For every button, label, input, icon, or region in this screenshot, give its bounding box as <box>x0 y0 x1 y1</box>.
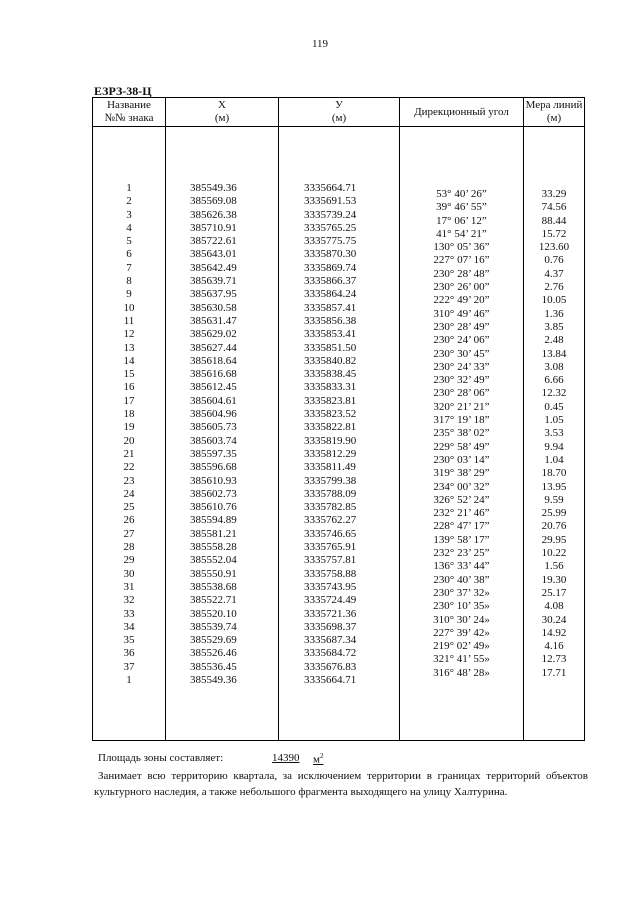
x-coordinate: 385539.74 <box>190 620 237 633</box>
point-name: 5 <box>126 235 132 248</box>
x-coordinates-list <box>166 127 278 687</box>
point-name: 30 <box>123 567 135 580</box>
x-coordinate: 385522.71 <box>190 594 237 607</box>
x-coordinate: 385643.01 <box>190 248 237 261</box>
point-name: 25 <box>123 501 135 514</box>
point-name: 10 <box>123 301 135 314</box>
direction-angle: 316° 48’ 28» <box>433 666 490 679</box>
y-coordinate: 3335838.45 <box>304 368 357 381</box>
y-coordinate: 3335812.29 <box>304 447 357 460</box>
y-coordinate: 3335866.37 <box>304 275 357 288</box>
y-coordinate: 3335857.41 <box>304 301 357 314</box>
y-coordinate: 3335823.52 <box>304 408 357 421</box>
point-names-list <box>93 127 165 687</box>
y-coordinate: 3335684.72 <box>304 647 357 660</box>
point-name: 15 <box>123 368 135 381</box>
point-name: 13 <box>123 341 135 354</box>
x-coordinate: 385581.21 <box>190 527 237 540</box>
point-name: 37 <box>123 660 135 673</box>
line-length: 74.56 <box>541 201 567 214</box>
point-name: 33 <box>123 607 135 620</box>
x-coordinate: 385602.73 <box>190 487 237 500</box>
direction-angle: 230° 24’ 33” <box>433 360 490 373</box>
y-coordinate: 3335823.81 <box>304 394 357 407</box>
point-name: 28 <box>123 541 135 554</box>
line-length: 3.85 <box>544 320 564 333</box>
names-cell <box>93 127 166 741</box>
direction-angle: 228° 47’ 17” <box>433 520 490 533</box>
point-name: 35 <box>123 634 135 647</box>
direction-angle: 230° 10’ 35» <box>433 600 490 613</box>
y-coordinate: 3335664.71 <box>304 182 357 194</box>
x-coordinate: 385610.93 <box>190 474 237 487</box>
line-length: 13.84 <box>541 347 567 360</box>
angles-list <box>400 127 523 680</box>
lengths-list <box>524 127 584 680</box>
direction-angle: 130° 05’ 36” <box>433 241 490 254</box>
y-coordinate: 3335851.50 <box>304 341 357 354</box>
direction-angle: 230° 32’ 49” <box>433 374 490 387</box>
area-unit <box>313 752 323 766</box>
point-name: 2 <box>126 195 132 208</box>
header-length <box>524 98 585 127</box>
point-name: 3 <box>126 208 132 221</box>
line-length: 13.95 <box>541 480 567 493</box>
line-length: 15.72 <box>541 227 567 240</box>
x-coordinate: 385612.45 <box>190 381 237 394</box>
header-y-line-2: (м) <box>331 112 347 124</box>
line-length: 2.76 <box>544 281 564 294</box>
line-length: 0.45 <box>544 400 564 413</box>
x-coordinate: 385597.35 <box>190 447 237 460</box>
x-coordinate: 385642.49 <box>190 261 237 274</box>
direction-angle: 222° 49’ 20” <box>433 294 490 307</box>
direction-angle: 136° 33’ 44” <box>433 560 490 573</box>
point-name: 27 <box>123 527 135 540</box>
zone-title: ЕЗРЗ-38-Ц <box>94 84 152 98</box>
point-name: 31 <box>123 580 135 593</box>
direction-angle: 230° 28’ 06” <box>433 387 490 400</box>
x-coordinate: 385604.61 <box>190 394 237 407</box>
x-cell <box>166 127 279 741</box>
direction-angle: 227° 07’ 16” <box>433 254 490 267</box>
x-coordinate: 385603.74 <box>190 434 237 447</box>
area-unit-power: 2 <box>319 752 324 760</box>
x-coordinate: 385630.58 <box>190 301 237 314</box>
y-coordinate: 3335870.30 <box>304 248 357 261</box>
direction-angle: 230° 24’ 06” <box>433 334 490 347</box>
point-name: 19 <box>123 421 135 434</box>
point-name: 18 <box>123 408 135 421</box>
line-length: 9.59 <box>544 493 564 506</box>
area-label: Площадь зоны составляет: <box>98 752 224 764</box>
point-name: 34 <box>123 620 135 633</box>
area-value: 14390 <box>272 752 300 764</box>
x-coordinate: 385631.47 <box>190 314 237 327</box>
y-coordinate: 3335853.41 <box>304 328 357 341</box>
y-coordinate: 3335833.31 <box>304 381 357 394</box>
line-length: 1.05 <box>544 414 564 427</box>
header-name <box>93 98 166 127</box>
y-coordinate: 3335687.34 <box>304 634 357 647</box>
direction-angle: 232° 21’ 46” <box>433 507 490 520</box>
point-name: 8 <box>126 275 132 288</box>
y-cell <box>279 127 400 741</box>
line-length: 10.05 <box>541 294 567 307</box>
x-coordinate: 385722.61 <box>190 235 237 248</box>
header-y <box>279 98 400 127</box>
x-coordinate: 385629.02 <box>190 328 237 341</box>
header-length-line-1: Мера линий <box>525 99 583 111</box>
y-coordinate: 3335864.24 <box>304 288 357 301</box>
direction-angle: 310° 49’ 46” <box>433 307 490 320</box>
x-coordinate: 385520.10 <box>190 607 237 620</box>
direction-angle: 17° 06’ 12” <box>436 214 487 227</box>
direction-angle: 320° 21’ 21” <box>433 400 490 413</box>
header-name-line-2: №№ знака <box>104 112 154 124</box>
header-x <box>166 98 279 127</box>
line-length: 1.56 <box>544 560 564 573</box>
line-length: 10.22 <box>541 547 567 560</box>
direction-angle: 53° 40’ 26” <box>436 188 487 200</box>
x-coordinate: 385596.68 <box>190 461 237 474</box>
y-coordinate: 3335782.85 <box>304 501 357 514</box>
x-coordinate: 385594.89 <box>190 514 237 527</box>
y-coordinate: 3335856.38 <box>304 314 357 327</box>
direction-angle: 230° 03’ 14” <box>433 453 490 466</box>
line-length: 12.73 <box>541 653 567 666</box>
y-coordinate: 3335676.83 <box>304 660 357 673</box>
y-coordinate: 3335840.82 <box>304 354 357 367</box>
header-x-line-2: (м) <box>214 112 230 124</box>
direction-angle: 219° 02’ 49» <box>433 640 490 653</box>
point-name: 20 <box>123 434 135 447</box>
x-coordinate: 385529.69 <box>190 634 237 647</box>
line-length: 29.95 <box>541 533 567 546</box>
direction-angle: 230° 28’ 48” <box>433 267 490 280</box>
direction-angle: 310° 30’ 24» <box>433 613 490 626</box>
point-name: 21 <box>123 447 135 460</box>
y-coordinate: 3335739.24 <box>304 208 357 221</box>
direction-angle: 230° 26’ 00” <box>433 281 490 294</box>
direction-angle: 229° 58’ 49” <box>433 440 490 453</box>
point-name: 29 <box>123 554 135 567</box>
line-length: 20.76 <box>541 520 567 533</box>
header-length-line-2: (м) <box>546 112 562 124</box>
y-coordinate: 3335758.88 <box>304 567 357 580</box>
direction-angle: 139° 58’ 17” <box>433 533 490 546</box>
direction-angle: 235° 38’ 02” <box>433 427 490 440</box>
y-coordinate: 3335788.09 <box>304 487 357 500</box>
y-coordinate: 3335869.74 <box>304 261 357 274</box>
line-length: 2.48 <box>544 334 564 347</box>
point-name: 22 <box>123 461 135 474</box>
line-length: 19.30 <box>541 573 567 586</box>
direction-angle: 227° 39’ 42» <box>433 626 490 639</box>
y-coordinate: 3335743.95 <box>304 580 357 593</box>
direction-angle: 326° 52’ 24” <box>433 493 490 506</box>
angle-cell <box>400 127 524 741</box>
y-coordinate: 3335765.25 <box>304 221 357 234</box>
point-name: 11 <box>123 314 135 327</box>
x-coordinate: 385549.36 <box>190 673 237 686</box>
point-name: 16 <box>123 381 135 394</box>
x-coordinate: 385616.68 <box>190 368 237 381</box>
point-name: 9 <box>126 288 132 301</box>
point-name: 36 <box>123 647 135 660</box>
point-name: 32 <box>123 594 135 607</box>
y-coordinate: 3335757.81 <box>304 554 357 567</box>
x-coordinate: 385710.91 <box>190 221 237 234</box>
x-coordinate: 385550.91 <box>190 567 237 580</box>
direction-angle: 319° 38’ 29” <box>433 467 490 480</box>
point-name: 24 <box>123 487 135 500</box>
line-length: 9.94 <box>544 440 564 453</box>
x-coordinate: 385549.36 <box>190 182 237 194</box>
line-length: 17.71 <box>541 666 567 679</box>
x-coordinate: 385604.96 <box>190 408 237 421</box>
page-number: 119 <box>311 38 329 50</box>
line-length: 3.53 <box>544 427 564 440</box>
point-name: 4 <box>126 221 132 234</box>
x-coordinate: 385558.28 <box>190 541 237 554</box>
x-coordinate: 385569.08 <box>190 195 237 208</box>
x-coordinate: 385605.73 <box>190 421 237 434</box>
line-length: 88.44 <box>541 214 567 227</box>
header-angle-line-1: Дирекционный угол <box>414 105 509 118</box>
x-coordinate: 385552.04 <box>190 554 237 567</box>
y-coordinate: 3335724.49 <box>304 594 357 607</box>
y-coordinate: 3335691.53 <box>304 195 357 208</box>
y-coordinate: 3335664.71 <box>304 673 357 686</box>
length-cell <box>524 127 585 741</box>
line-length: 14.92 <box>541 626 567 639</box>
line-length: 18.70 <box>541 467 567 480</box>
zone-description: Занимает всю территорию квартала, за исключением территории в границах территорий объектов культурного наследия, а также небольшого фрагмента выходящего на улицу Халтурина. <box>94 770 588 798</box>
header-angle <box>400 98 524 127</box>
direction-angle: 230° 40’ 38” <box>433 573 490 586</box>
point-name: 14 <box>123 354 135 367</box>
line-length: 25.17 <box>541 586 567 599</box>
direction-angle: 232° 23’ 25” <box>433 547 490 560</box>
header-x-line-1: X <box>218 99 226 111</box>
x-coordinate: 385618.64 <box>190 354 237 367</box>
line-length: 1.04 <box>544 453 564 466</box>
y-coordinates-list <box>279 127 399 687</box>
y-coordinate: 3335799.38 <box>304 474 357 487</box>
point-name: 7 <box>126 261 132 274</box>
header-name-line-1: Название <box>107 99 151 111</box>
y-coordinate: 3335698.37 <box>304 620 357 633</box>
line-length: 1.36 <box>544 307 564 320</box>
area-line <box>98 752 324 766</box>
x-coordinate: 385526.46 <box>190 647 237 660</box>
y-coordinate: 3335765.91 <box>304 541 357 554</box>
header-row <box>93 98 585 127</box>
y-coordinate: 3335762.27 <box>304 514 357 527</box>
line-length: 4.08 <box>544 600 564 613</box>
line-length: 123.60 <box>538 241 570 254</box>
direction-angle: 39° 46’ 55” <box>436 201 487 214</box>
line-length: 33.29 <box>541 188 567 200</box>
direction-angle: 41° 54’ 21” <box>436 227 487 240</box>
line-length: 0.76 <box>544 254 564 267</box>
line-length: 25.99 <box>541 507 567 520</box>
point-name: 1 <box>126 673 132 686</box>
x-coordinate: 385536.45 <box>190 660 237 673</box>
x-coordinate: 385626.38 <box>190 208 237 221</box>
y-coordinate: 3335811.49 <box>304 461 356 474</box>
direction-angle: 234° 00’ 32” <box>433 480 490 493</box>
header-y-line-1: У <box>335 99 343 111</box>
x-coordinate: 385610.76 <box>190 501 237 514</box>
direction-angle: 321° 41’ 55» <box>433 653 490 666</box>
point-name: 6 <box>126 248 132 261</box>
line-length: 30.24 <box>541 613 567 626</box>
y-coordinate: 3335746.65 <box>304 527 357 540</box>
line-length: 6.66 <box>544 374 564 387</box>
x-coordinate: 385637.95 <box>190 288 237 301</box>
y-coordinate: 3335721.36 <box>304 607 357 620</box>
line-length: 3.08 <box>544 360 564 373</box>
point-name: 1 <box>126 182 132 194</box>
line-length: 12.32 <box>541 387 567 400</box>
x-coordinate: 385538.68 <box>190 580 237 593</box>
x-coordinate: 385639.71 <box>190 275 237 288</box>
x-coordinate: 385627.44 <box>190 341 237 354</box>
y-coordinate: 3335775.75 <box>304 235 357 248</box>
point-name: 17 <box>123 394 135 407</box>
y-coordinate: 3335822.81 <box>304 421 357 434</box>
area-unit-text: м <box>313 753 320 766</box>
coordinates-table <box>92 97 585 741</box>
point-name: 26 <box>123 514 135 527</box>
point-name: 23 <box>123 474 135 487</box>
data-row <box>93 127 585 741</box>
line-length: 4.37 <box>544 267 564 280</box>
direction-angle: 230° 28’ 49” <box>433 320 490 333</box>
direction-angle: 230° 37’ 32» <box>433 586 490 599</box>
line-length: 4.16 <box>544 640 564 653</box>
direction-angle: 317° 19’ 18” <box>433 414 490 427</box>
point-name: 12 <box>123 328 135 341</box>
y-coordinate: 3335819.90 <box>304 434 357 447</box>
direction-angle: 230° 30’ 45” <box>433 347 490 360</box>
